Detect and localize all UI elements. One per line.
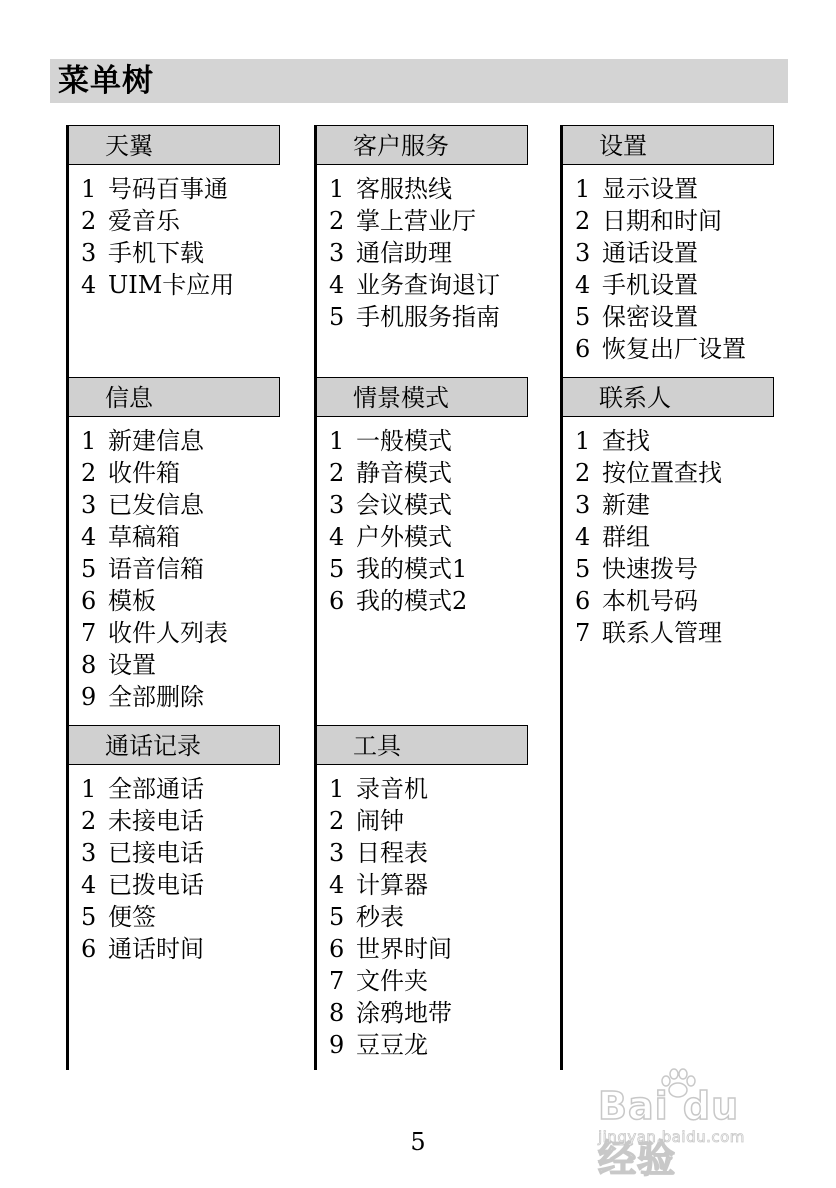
menu-item-number: 5 — [81, 903, 97, 931]
menu-item-label: 本机号码 — [602, 587, 698, 615]
menu-item — [329, 521, 467, 553]
menu-item-label: UIM卡应用 — [108, 271, 235, 299]
menu-item — [81, 869, 204, 901]
menu-item-label: 快速拨号 — [602, 555, 698, 583]
menu-item-label: 业务查询退订 — [356, 271, 500, 299]
menu-item-number: 3 — [81, 491, 97, 519]
menu-item — [329, 489, 467, 521]
menu-item-label: 新建信息 — [108, 427, 204, 455]
menu-item — [329, 805, 452, 837]
menu-item-number: 3 — [575, 491, 591, 519]
menu-item-label: 我的模式2 — [356, 587, 468, 615]
menu-item-number: 2 — [81, 207, 97, 235]
menu-item — [329, 773, 452, 805]
section-header — [69, 725, 280, 765]
menu-item — [575, 425, 722, 457]
menu-item-number: 3 — [329, 239, 345, 267]
section-item-list — [81, 773, 204, 965]
menu-item — [575, 333, 746, 365]
column-divider-right — [560, 125, 563, 1070]
menu-item-label: 文件夹 — [356, 967, 428, 995]
menu-item-label: 显示设置 — [602, 175, 698, 203]
page-number: 5 — [410, 1128, 426, 1156]
section-title: 设置 — [599, 132, 647, 160]
menu-item-number: 7 — [575, 619, 591, 647]
menu-item-label: 手机下载 — [108, 239, 204, 267]
menu-item-label: 通话设置 — [602, 239, 698, 267]
section-header — [69, 125, 280, 165]
menu-item-label: 全部删除 — [108, 683, 204, 711]
menu-item-number: 7 — [81, 619, 97, 647]
menu-item-number: 1 — [329, 175, 345, 203]
menu-item — [329, 901, 452, 933]
section-item-list — [329, 773, 452, 1061]
menu-item — [81, 649, 228, 681]
menu-item — [575, 301, 746, 333]
menu-item-number: 5 — [329, 303, 345, 331]
menu-item-label: 未接电话 — [108, 807, 204, 835]
menu-item-number: 6 — [81, 935, 97, 963]
menu-item-number: 3 — [329, 491, 345, 519]
menu-item — [81, 837, 204, 869]
menu-item-label: 爱音乐 — [108, 207, 180, 235]
menu-item-number: 1 — [81, 775, 97, 803]
menu-item — [575, 617, 722, 649]
menu-item — [329, 869, 452, 901]
menu-item-label: 日期和时间 — [602, 207, 722, 235]
menu-item-label: 语音信箱 — [108, 555, 204, 583]
menu-item-number: 2 — [81, 807, 97, 835]
menu-item-number: 1 — [329, 775, 345, 803]
menu-item-label: 手机设置 — [602, 271, 698, 299]
menu-item-number: 6 — [329, 935, 345, 963]
menu-item-label: 已拨电话 — [108, 871, 204, 899]
menu-item-label: 通话时间 — [108, 935, 204, 963]
column-divider-middle — [314, 125, 317, 1070]
menu-item-number: 1 — [329, 427, 345, 455]
section-title: 客户服务 — [353, 132, 449, 160]
menu-item — [329, 933, 452, 965]
section-item-list — [81, 173, 234, 301]
menu-item-number: 3 — [329, 839, 345, 867]
section-title: 联系人 — [599, 384, 671, 412]
section-title: 情景模式 — [353, 384, 449, 412]
menu-item-label: 已发信息 — [108, 491, 204, 519]
menu-item-label: 一般模式 — [356, 427, 452, 455]
menu-item-number: 4 — [81, 271, 97, 299]
menu-item-number: 9 — [81, 683, 97, 711]
menu-item-number: 2 — [575, 459, 591, 487]
column-divider-left — [66, 125, 69, 1070]
menu-item — [81, 585, 228, 617]
menu-item — [81, 237, 234, 269]
menu-item — [81, 173, 234, 205]
menu-item-number: 8 — [329, 999, 345, 1027]
menu-item — [329, 965, 452, 997]
watermark-brand: Bai du 经验 — [598, 1084, 740, 1181]
menu-item-number: 5 — [81, 555, 97, 583]
menu-item-label: 世界时间 — [356, 935, 452, 963]
menu-item-number: 4 — [575, 523, 591, 551]
menu-item — [329, 457, 467, 489]
menu-item-label: 保密设置 — [602, 303, 698, 331]
section-item-list — [329, 173, 500, 333]
menu-item — [329, 1029, 452, 1061]
menu-item — [81, 425, 228, 457]
menu-item-number: 4 — [329, 871, 345, 899]
menu-item-label: 录音机 — [356, 775, 428, 803]
menu-item-label: 计算器 — [356, 871, 428, 899]
menu-item-label: 通信助理 — [356, 239, 452, 267]
menu-item — [81, 681, 228, 713]
section-title: 通话记录 — [105, 732, 201, 760]
menu-item-number: 6 — [575, 335, 591, 363]
menu-item-number: 2 — [81, 459, 97, 487]
menu-item-label: 收件人列表 — [108, 619, 228, 647]
menu-item — [575, 457, 722, 489]
menu-item-number: 4 — [81, 523, 97, 551]
menu-item — [575, 585, 722, 617]
menu-item — [575, 489, 722, 521]
menu-item-label: 查找 — [602, 427, 650, 455]
section-header — [317, 377, 528, 417]
menu-item — [81, 901, 204, 933]
menu-item-label: 客服热线 — [356, 175, 452, 203]
menu-item-label: 联系人管理 — [602, 619, 722, 647]
menu-item-number: 6 — [329, 587, 345, 615]
menu-item — [329, 173, 500, 205]
menu-item-number: 3 — [575, 239, 591, 267]
menu-item — [575, 173, 746, 205]
menu-item — [575, 521, 722, 553]
menu-item-number: 3 — [81, 839, 97, 867]
menu-item-label: 户外模式 — [356, 523, 452, 551]
baidu-jingyan-watermark — [596, 1068, 786, 1181]
section-header — [317, 725, 528, 765]
menu-item-label: 日程表 — [356, 839, 428, 867]
menu-item-number: 1 — [81, 427, 97, 455]
menu-item — [81, 521, 228, 553]
menu-item-label: 已接电话 — [108, 839, 204, 867]
menu-item-label: 草稿箱 — [108, 523, 180, 551]
menu-item — [329, 585, 467, 617]
menu-item — [575, 553, 722, 585]
section-title: 工具 — [353, 732, 401, 760]
menu-item-number: 2 — [329, 807, 345, 835]
menu-item — [81, 773, 204, 805]
page-title-bar — [50, 59, 788, 103]
menu-item-label: 会议模式 — [356, 491, 452, 519]
menu-item-label: 掌上营业厅 — [356, 207, 476, 235]
section-item-list — [329, 425, 467, 617]
menu-item-number: 1 — [575, 427, 591, 455]
menu-item — [329, 997, 452, 1029]
menu-item — [329, 301, 500, 333]
menu-item — [81, 489, 228, 521]
menu-item-number: 5 — [575, 303, 591, 331]
menu-item-number: 3 — [81, 239, 97, 267]
menu-item-label: 新建 — [602, 491, 650, 519]
menu-item — [329, 425, 467, 457]
menu-item — [575, 205, 746, 237]
section-item-list — [575, 173, 746, 365]
menu-item-number: 4 — [81, 871, 97, 899]
menu-item-number: 6 — [575, 587, 591, 615]
menu-item-label: 全部通话 — [108, 775, 204, 803]
menu-item-label: 秒表 — [356, 903, 404, 931]
menu-item — [329, 237, 500, 269]
menu-item — [81, 617, 228, 649]
menu-item — [81, 457, 228, 489]
menu-item-label: 按位置查找 — [602, 459, 722, 487]
menu-item — [575, 237, 746, 269]
section-item-list — [81, 425, 228, 713]
section-item-list — [575, 425, 722, 649]
menu-item-label: 群组 — [602, 523, 650, 551]
menu-item-number: 5 — [329, 555, 345, 583]
section-header — [563, 125, 774, 165]
menu-item-label: 静音模式 — [356, 459, 452, 487]
menu-item-number: 9 — [329, 1031, 345, 1059]
menu-item-label: 便签 — [108, 903, 156, 931]
menu-item-label: 收件箱 — [108, 459, 180, 487]
menu-item-label: 闹钟 — [356, 807, 404, 835]
menu-item — [81, 805, 204, 837]
menu-item-label: 手机服务指南 — [356, 303, 500, 331]
watermark-url: jingyan.baidu.com — [598, 1128, 745, 1146]
section-title: 天翼 — [105, 132, 153, 160]
menu-item-number: 2 — [575, 207, 591, 235]
menu-item-label: 恢复出厂设置 — [602, 335, 746, 363]
menu-item-number: 1 — [81, 175, 97, 203]
menu-item-number: 8 — [81, 651, 97, 679]
menu-item-label: 模板 — [108, 587, 156, 615]
menu-item-number: 6 — [81, 587, 97, 615]
menu-item-number: 7 — [329, 967, 345, 995]
menu-item-label: 涂鸦地带 — [356, 999, 452, 1027]
section-header — [317, 125, 528, 165]
section-header — [69, 377, 280, 417]
menu-item-number: 2 — [329, 459, 345, 487]
menu-item-number: 1 — [575, 175, 591, 203]
menu-item-label: 号码百事通 — [108, 175, 228, 203]
menu-item — [575, 269, 746, 301]
menu-item-number: 2 — [329, 207, 345, 235]
menu-item — [81, 933, 204, 965]
page-title: 菜单树 — [58, 63, 154, 99]
menu-item — [329, 269, 500, 301]
menu-item — [81, 269, 234, 301]
menu-item — [329, 837, 452, 869]
menu-item-number: 5 — [329, 903, 345, 931]
section-header — [563, 377, 774, 417]
menu-item-label: 设置 — [108, 651, 156, 679]
menu-item-number: 5 — [575, 555, 591, 583]
section-title: 信息 — [105, 384, 153, 412]
menu-item — [81, 553, 228, 585]
menu-item — [81, 205, 234, 237]
menu-item-number: 4 — [329, 271, 345, 299]
menu-item — [329, 205, 500, 237]
menu-item-label: 我的模式1 — [356, 555, 468, 583]
menu-item — [329, 553, 467, 585]
menu-item-number: 4 — [575, 271, 591, 299]
menu-item-number: 4 — [329, 523, 345, 551]
menu-item-label: 豆豆龙 — [356, 1031, 428, 1059]
